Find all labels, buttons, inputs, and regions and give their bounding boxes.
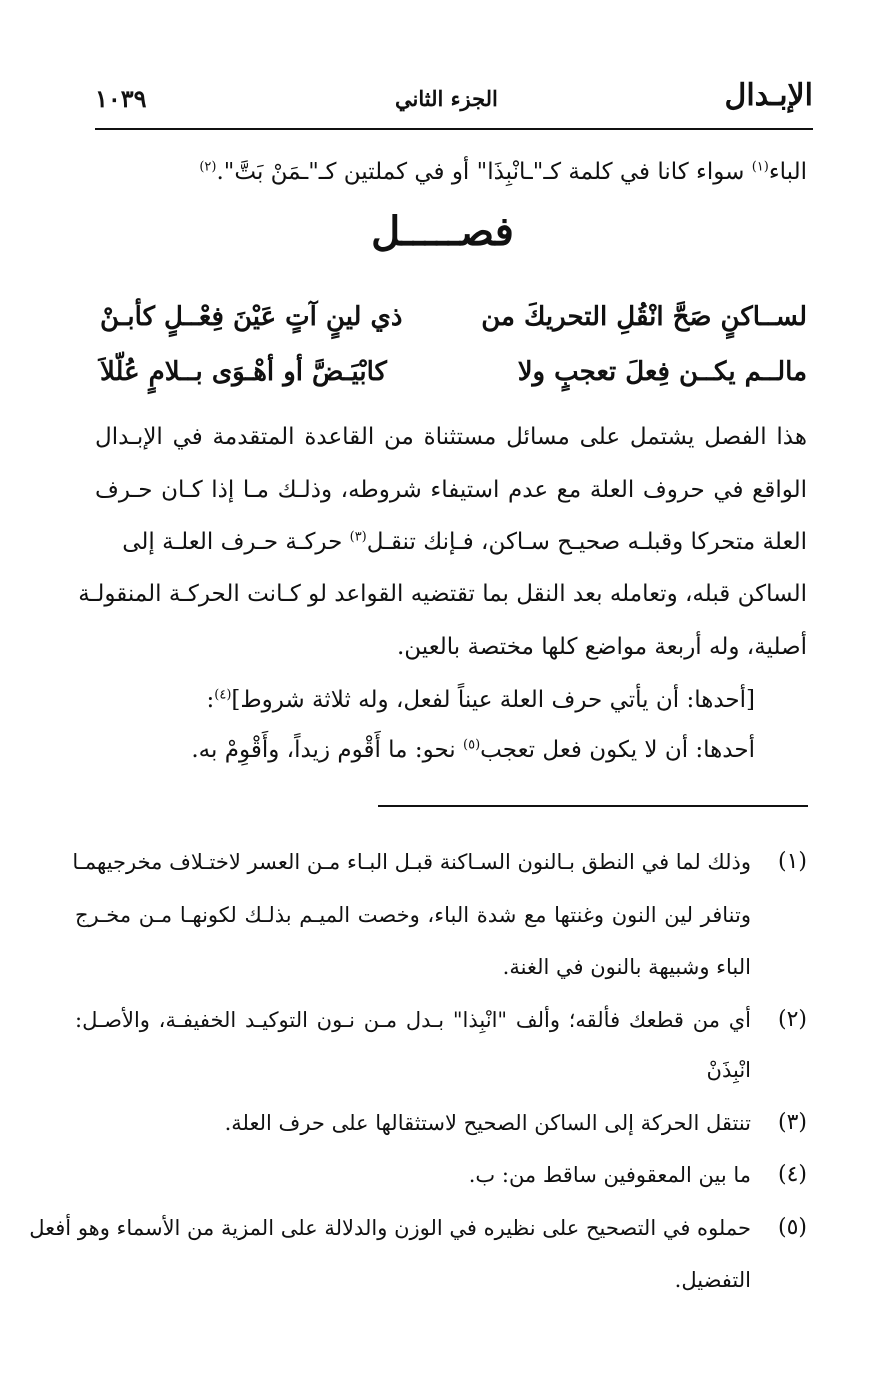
paragraph-line: أصلية، وله أربعة مواضع كلها مختصة بالعين. bbox=[396, 634, 807, 660]
paragraph-line: أحدها: أن لا يكون فعل تعجب$^{(٥)}$ نحو: ما أَقْوم زيداً، وأَقْوِمْ به. bbox=[191, 737, 755, 763]
footnote-ref-5: (٥) bbox=[463, 737, 481, 753]
footnote-ref-3: (٣) bbox=[349, 529, 367, 545]
verse-line1-right: لســاكنٍ صَحَّ انْقُلِ التحريكَ من bbox=[481, 302, 807, 332]
footnote-line: انْبِذَنْ bbox=[706, 1058, 751, 1082]
intro-text-b: سواء كانا في كلمة كـ"ـانْبِذَا" أو في كملتين كـ"ـمَنْ بَتَّ". bbox=[216, 159, 752, 185]
header-rule bbox=[95, 128, 813, 130]
intro-text-a: الباء bbox=[768, 159, 807, 185]
intro-line bbox=[95, 152, 807, 192]
page-number: ١٠٣٩ bbox=[95, 84, 147, 113]
paragraph-text: حركـة حـرف العلـة إلى bbox=[122, 529, 350, 555]
footnote-line: تنتقل الحركة إلى الساكن الصحيح لاستثقالها على حرف العلة. bbox=[224, 1111, 751, 1135]
footnote-line: الباء وشبيهة بالنون في الغنة. bbox=[502, 955, 751, 979]
footnote-ref-1: (١) bbox=[751, 159, 769, 175]
paragraph-line bbox=[95, 522, 807, 562]
footnote-number: (٥) bbox=[777, 1215, 807, 1240]
footnote-number: (٣) bbox=[777, 1110, 807, 1135]
footnote-rule bbox=[378, 805, 808, 807]
paragraph-line: [أحدها: أن يأتي حرف العلة عيناً لفعل، وله ثلاثة شروط]$^{(٤)}$: bbox=[206, 687, 755, 713]
paragraph-line: الساكن قبله، وتعامله بعد النقل بما تقتضيه القواعد لو كـانت الحركـة المنقولـة bbox=[78, 581, 807, 607]
footnote-line: ما بين المعقوفين ساقط من: ب. bbox=[468, 1163, 751, 1187]
chapter-title: الإبـدال bbox=[724, 78, 813, 113]
paragraph-text: أحدها: أن لا يكون فعل تعجب bbox=[480, 737, 755, 763]
paragraph-line: الواقع في حروف العلة مع عدم استيفاء شروطه، وذلـك مـا إذا كـان حـرف bbox=[95, 477, 807, 503]
footnote-number: (٢) bbox=[777, 1007, 807, 1032]
part-label: الجزء الثاني bbox=[395, 86, 498, 111]
footnote-line: وذلك لما في النطق بـالنون السـاكنة قبـل البـاء مـن العسر لاختـلاف مخرجيهمـا bbox=[72, 850, 751, 874]
footnote-number: (٤) bbox=[777, 1162, 807, 1187]
footnote-ref-2: (٢) bbox=[199, 159, 217, 175]
footnote-ref-4: (٤) bbox=[214, 687, 232, 703]
footnote-line: وتنافر لين النون وغنتها مع شدة الباء، وخصت الميـم بذلـك لكونهـا مـن مخـرج bbox=[75, 903, 751, 927]
footnote-line: أي من قطعك فألقه؛ وألف "انْبِذا" بـدل مـن نـون التوكيـد الخفيفـة، والأصـل: bbox=[75, 1008, 751, 1032]
verse-line1-left: ذي لينٍ آتٍ عَيْنَ فِعْــلٍ كأبـنْ bbox=[100, 302, 403, 332]
verse-line2-right: مالــم يكــن فِعلَ تعجبٍ ولا bbox=[517, 357, 807, 387]
footnote-number: (١) bbox=[777, 849, 807, 874]
footnote-line: التفضيل. bbox=[674, 1268, 751, 1292]
verse-line2-left: كابْيَـضَّ أو أهْـوَى بــلامٍ عُلّلاَ bbox=[100, 357, 387, 387]
section-title: فصـــــل bbox=[371, 208, 514, 255]
paragraph-line: هذا الفصل يشتمل على مسائل مستثناة من القاعدة المتقدمة في الإبـدال bbox=[95, 424, 807, 450]
paragraph-text: العلة متحركا وقبلـه صحيـح سـاكن، فـإنك تنقـل bbox=[366, 529, 807, 555]
footnote-line: حملوه في التصحيح على نظيره في الوزن والدلالة على المزية من الأسماء وهو أفعل bbox=[29, 1216, 751, 1240]
paragraph-text: [أحدها: أن يأتي حرف العلة عيناً لفعل، وله ثلاثة شروط] bbox=[231, 687, 755, 713]
running-header bbox=[95, 78, 813, 124]
